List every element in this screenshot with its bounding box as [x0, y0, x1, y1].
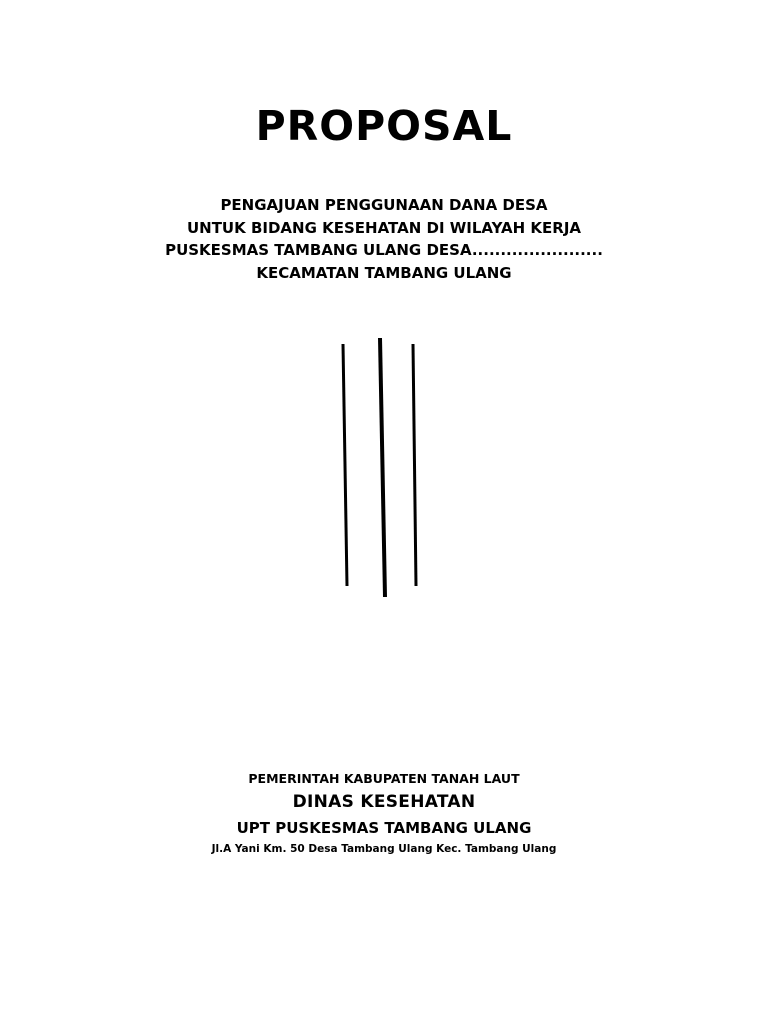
vertical-line-center: [380, 338, 385, 597]
unit-name: UPT PUSKESMAS TAMBANG ULANG: [236, 819, 532, 837]
footer-block: [0, 770, 768, 857]
government-name: PEMERINTAH KABUPATEN TANAH LAUT: [248, 771, 520, 786]
subtitle-line-1: PENGAJUAN PENGGUNAAN DANA DESA: [220, 196, 548, 214]
subtitle-line-4: KECAMATAN TAMBANG ULANG: [256, 263, 512, 282]
document-title: PROPOSAL: [255, 102, 513, 150]
decorative-vertical-lines: [330, 330, 430, 605]
vertical-line-left: [343, 344, 347, 586]
vertical-line-right: [413, 344, 416, 586]
address: Jl.A Yani Km. 50 Desa Tambang Ulang Kec. Tambang Ulang: [211, 843, 557, 855]
subtitle-line-2: UNTUK BIDANG KESEHATAN DI WILAYAH KERJA: [186, 218, 582, 237]
department-name: [0, 790, 768, 817]
subtitle-line-3: PUSKESMAS TAMBANG ULANG DESA.......................: [165, 241, 603, 259]
department-name-text: DINAS KESEHATAN: [292, 792, 476, 812]
subtitle-block: [0, 194, 768, 284]
